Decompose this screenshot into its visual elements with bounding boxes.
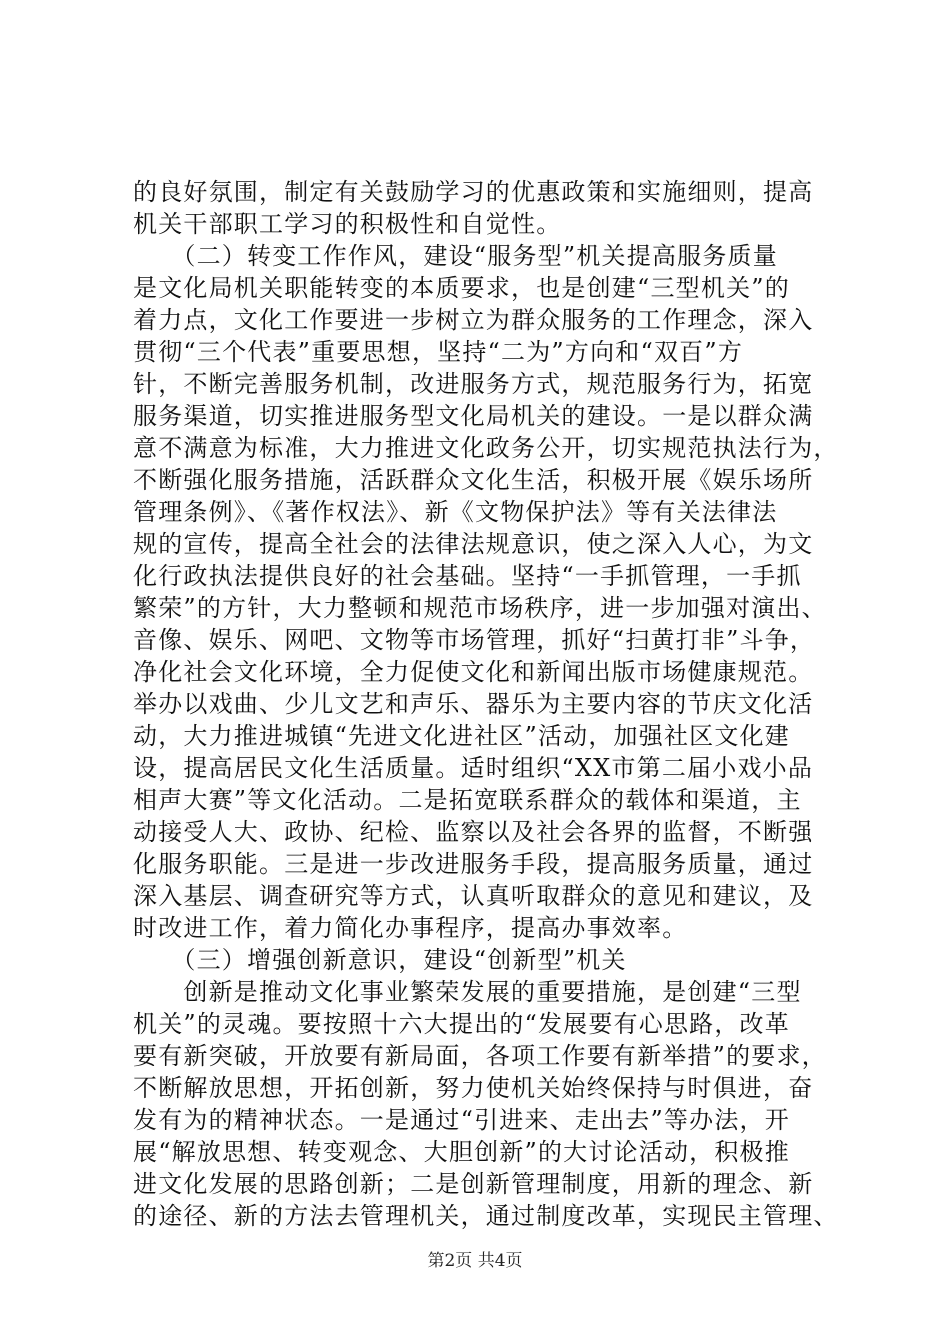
text-line: 相声大赛”等文化活动。二是拓宽联系群众的载体和渠道，主 (133, 786, 802, 814)
text-line: 创新是推动文化事业繁荣发展的重要措施，是创建“三型 (133, 978, 802, 1006)
text-line: 是文化局机关职能转变的本质要求，也是创建“三型机关”的 (133, 274, 790, 302)
section-heading: （二）转变工作作风，建设“服务型”机关提高服务质量 (133, 242, 778, 270)
text-line: 的良好氛围，制定有关鼓励学习的优惠政策和实施细则，提高 (133, 178, 814, 206)
text-line: 动，大力推进城镇“先进文化进社区”活动，加强社区文化建 (133, 722, 790, 750)
page-number-label: 第2页 共4页 (427, 1251, 523, 1271)
text-line: 规的宣传，提高全社会的法律法规意识，使之深入人心，为文 (133, 530, 814, 558)
text-line: 净化社会文化环境，全力促使文化和新闻出版市场健康规范。 (133, 658, 814, 686)
text-line: 设，提高居民文化生活质量。适时组织“XX市第二届小戏小品 (133, 754, 814, 782)
text-line: 服务渠道，切实推进服务型文化局机关的建设。一是以群众满 (133, 402, 814, 430)
body-text (133, 176, 839, 1232)
text-line: 管理条例》、《著作权法》、新《文物保护法》等有关法律法 (133, 498, 778, 526)
page-footer (0, 1250, 950, 1272)
text-line: 要有新突破，开放要有新局面，各项工作要有新举措”的要求， (133, 1042, 827, 1070)
text-line: 着力点，文化工作要进一步树立为群众服务的工作理念，深入 (133, 306, 814, 334)
text-line: 音像、娱乐、网吧、文物等市场管理，抓好“扫黄打非”斗争， (133, 626, 816, 654)
text-line: 意不满意为标准，大力推进文化政务公开，切实规范执法行为， (133, 434, 839, 462)
text-line: 时改进工作，着力简化办事程序，提高办事效率。 (133, 914, 688, 942)
text-line: 化行政执法提供良好的社会基础。坚持“一手抓管理，一手抓 (133, 562, 802, 590)
text-line: 举办以戏曲、少儿文艺和声乐、器乐为主要内容的节庆文化活 (133, 690, 814, 718)
section-heading: （三）增强创新意识，建设“创新型”机关 (133, 946, 627, 974)
text-line: 化服务职能。三是进一步改进服务手段，提高服务质量，通过 (133, 850, 814, 878)
text-line: 不断强化服务措施，活跃群众文化生活，积极开展《娱乐场所 (133, 466, 814, 494)
text-line: 的途径、新的方法去管理机关，通过制度改革，实现民主管理、 (133, 1202, 839, 1230)
text-line: 机关干部职工学习的积极性和自觉性。 (133, 210, 562, 238)
text-line: 展“解放思想、转变观念、大胆创新”的大讨论活动，积极推 (133, 1138, 790, 1166)
text-line: 动接受人大、政协、纪检、监察以及社会各界的监督，不断强 (133, 818, 814, 846)
text-line: 繁荣”的方针，大力整顿和规范市场秩序，进一步加强对演出、 (133, 594, 827, 622)
text-line: 不断解放思想，开拓创新，努力使机关始终保持与时俱进，奋 (133, 1074, 814, 1102)
text-line: 针，不断完善服务机制，改进服务方式，规范服务行为，拓宽 (133, 370, 814, 398)
text-line: 进文化发展的思路创新；二是创新管理制度，用新的理念、新 (133, 1170, 814, 1198)
text-line: 机关”的灵魂。要按照十六大提出的“发展要有心思路，改革 (133, 1010, 790, 1038)
text-line: 发有为的精神状态。一是通过“引进来、走出去”等办法，开 (133, 1106, 790, 1134)
text-line: 贯彻“三个代表”重要思想，坚持“二为”方向和“双百”方 (133, 338, 744, 366)
text-line: 深入基层、调查研究等方式，认真听取群众的意见和建议，及 (133, 882, 814, 910)
